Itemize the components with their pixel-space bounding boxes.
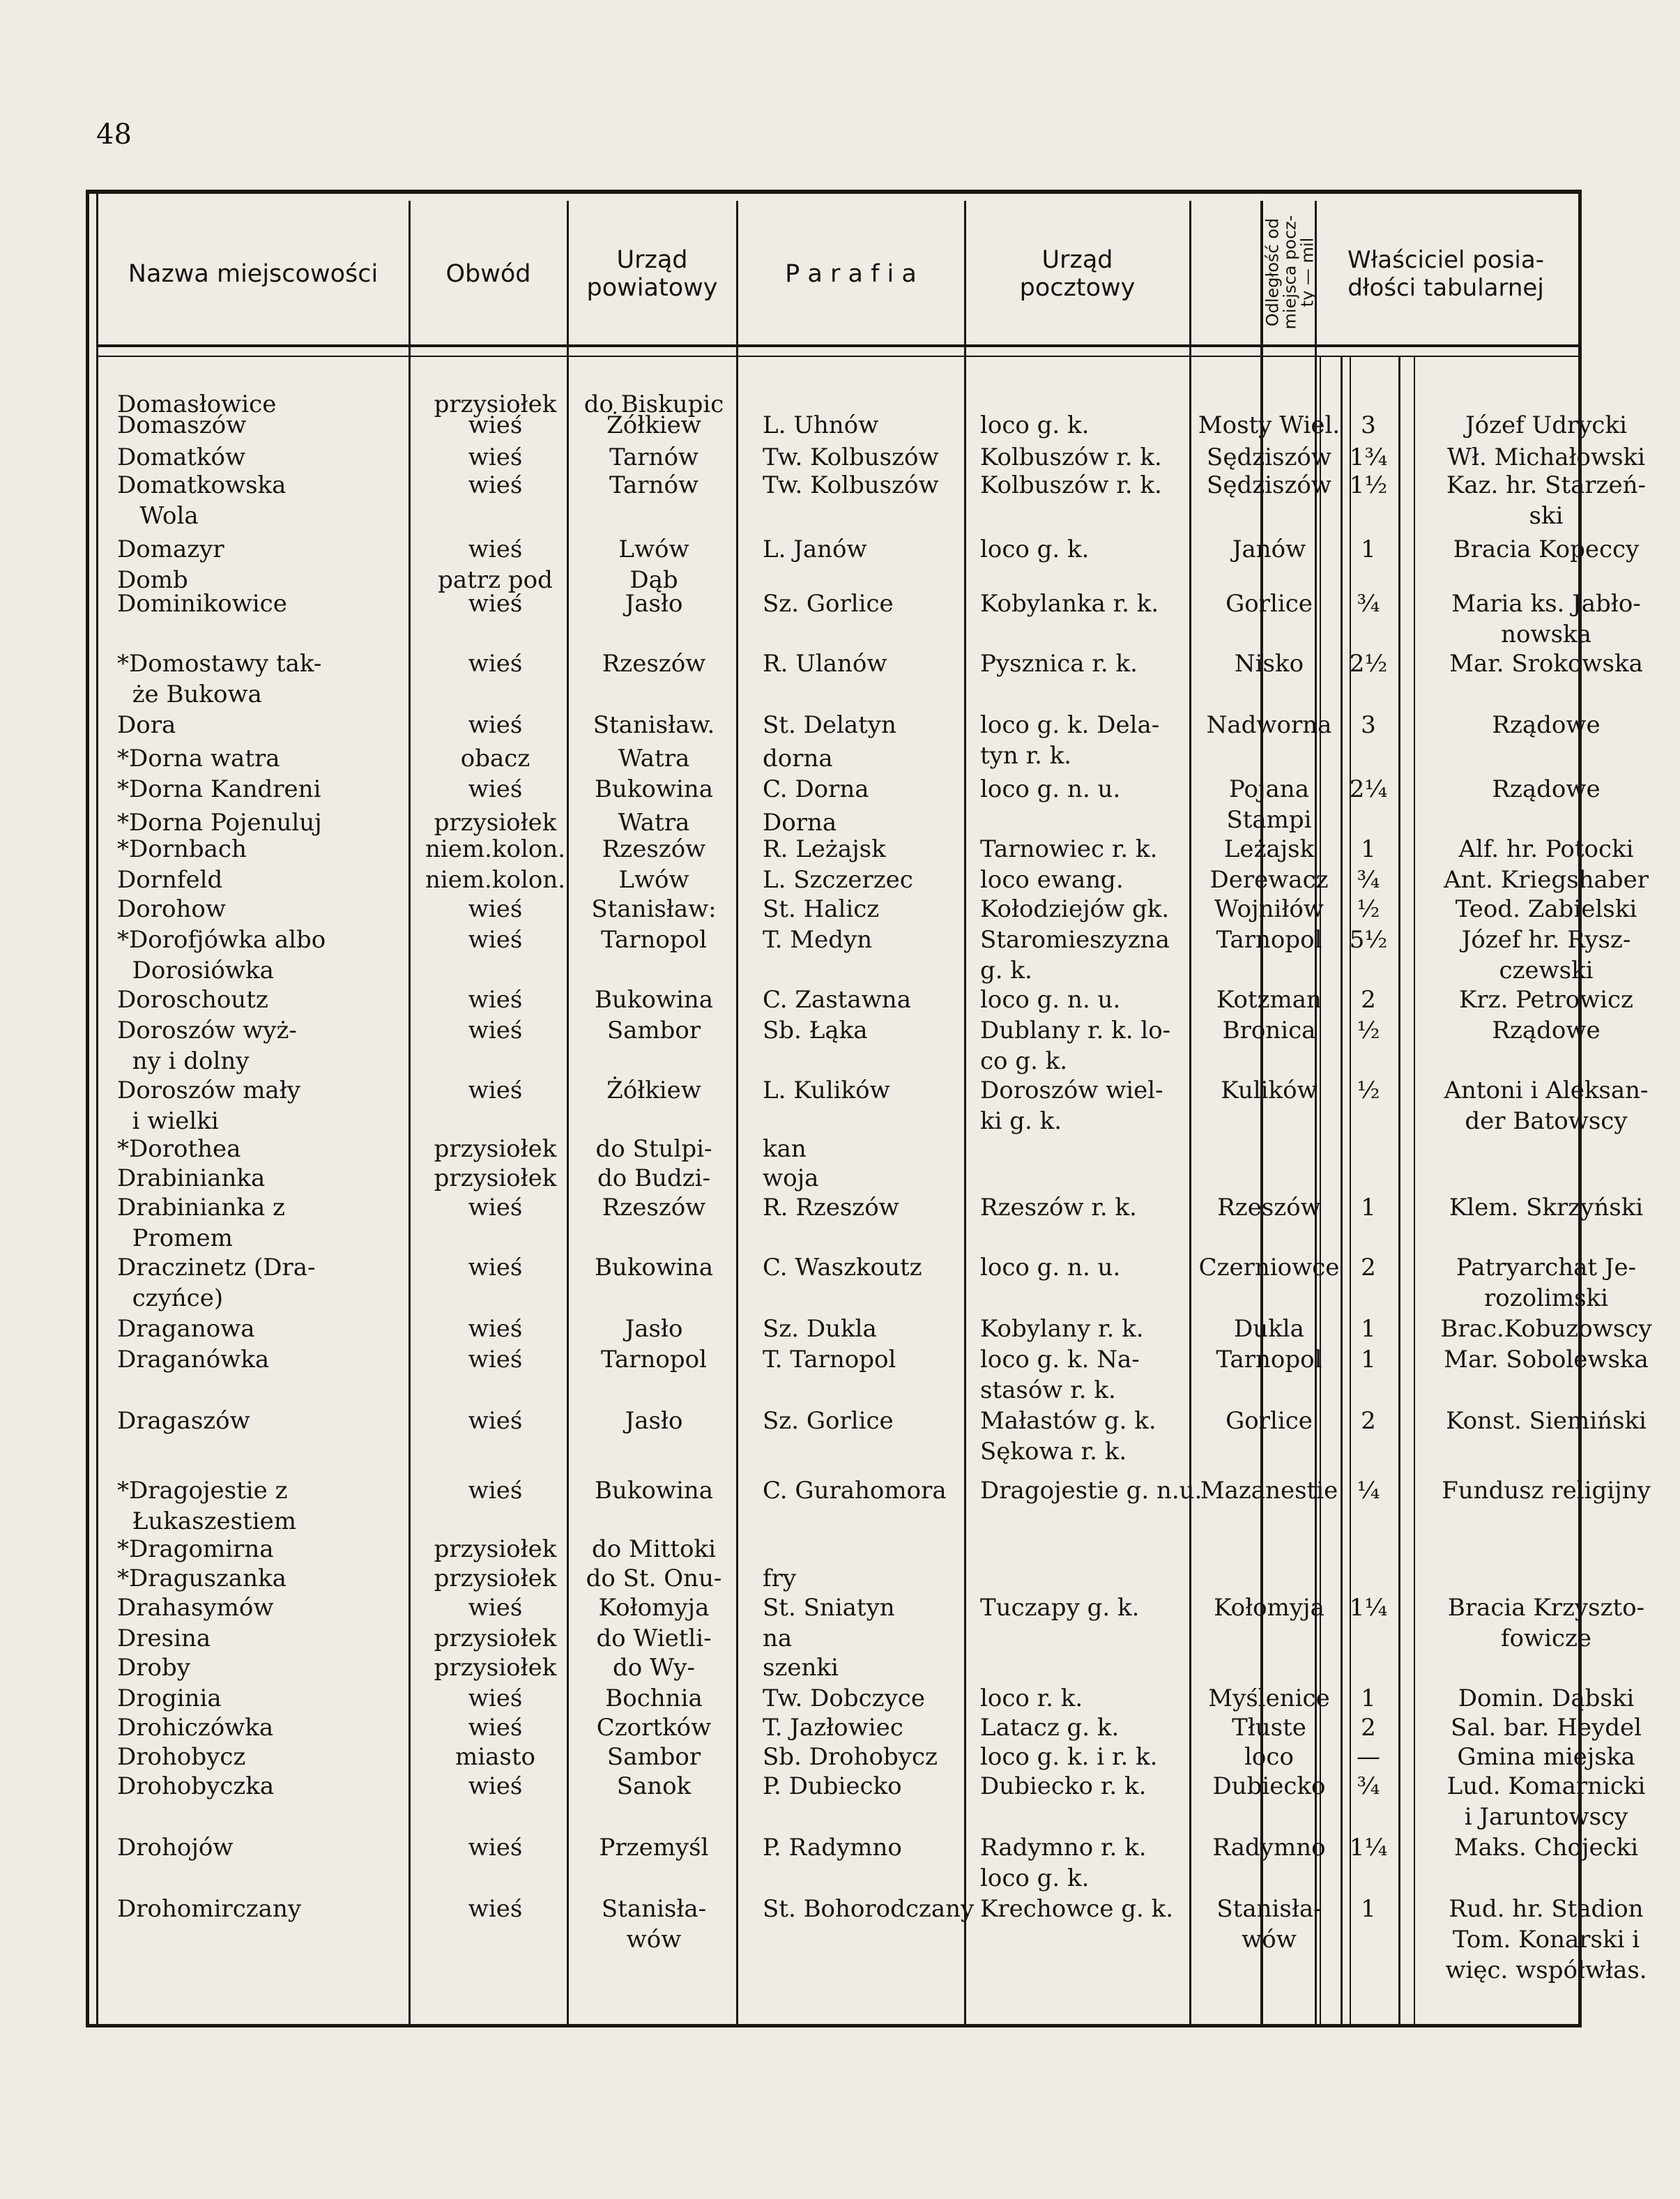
cell-owner: Lud. Komarnicki i Jaruntowscy <box>1446 1772 1646 1831</box>
cell-post-office: Kotzman <box>1216 986 1322 1014</box>
cell-post-office: Gorlice <box>1225 1407 1313 1435</box>
cell-type: wieś <box>468 1194 523 1222</box>
cell-name: Domatków <box>117 443 246 471</box>
gazetteer-table <box>86 190 1652 2027</box>
cell-distance: 1 <box>1361 1346 1376 1374</box>
cell-type: wieś <box>468 590 523 618</box>
cell-distance: 1 <box>1361 1315 1376 1343</box>
cell-county-office: T. Jazłowiec <box>763 1714 903 1742</box>
cell-post-office: Stanisła- wów <box>1216 1895 1322 1954</box>
cell-name: *Dorna watra <box>117 745 280 773</box>
cell-distance: 2¼ <box>1349 775 1388 803</box>
cell-county-office: Sb. Łąka <box>763 1017 868 1044</box>
cell-district: do Biskupic <box>583 390 724 418</box>
cell-type: wieś <box>468 650 523 678</box>
cell-distance: ½ <box>1357 1076 1380 1104</box>
cell-post-office: Derewacz <box>1209 866 1329 894</box>
cell-name: Dragaszów <box>117 1407 250 1435</box>
cell-district: Jasło <box>625 590 683 618</box>
cell-type: przysiołek <box>434 1654 557 1682</box>
cell-name: *Dorofjówka albo Dorosiówka <box>117 926 326 984</box>
cell-type: wieś <box>468 1684 523 1712</box>
cell-distance: 1¼ <box>1349 1834 1388 1862</box>
cell-type: przysiołek <box>434 1135 557 1163</box>
cell-type: wieś <box>468 711 523 739</box>
cell-type: patrz pod <box>438 566 553 594</box>
cell-distance: 2 <box>1361 1254 1376 1281</box>
cell-parish: Małastów g. k. Sękowa r. k. <box>980 1407 1156 1466</box>
cell-name: Drohojów <box>117 1834 234 1862</box>
cell-county-office: St. Delatyn <box>763 711 896 739</box>
cell-district: Kołomyja <box>598 1594 710 1622</box>
cell-county-office: C. Gurahomora <box>763 1477 947 1505</box>
cell-post-office: Sędziszów <box>1207 443 1331 471</box>
cell-parish: Kołodziejów gk. <box>980 895 1170 923</box>
cell-parish: loco ewang. <box>980 866 1124 894</box>
cell-distance: 2 <box>1361 1407 1376 1435</box>
cell-county-office: R. Leżajsk <box>763 835 886 863</box>
cell-type: wieś <box>468 926 523 954</box>
cell-post-office: Nisko <box>1234 650 1304 678</box>
cell-county-office: Sz. Gorlice <box>763 590 894 618</box>
cell-owner: Józef hr. Rysz- czewski <box>1461 926 1631 984</box>
cell-name: *Dorna Kandreni <box>117 775 321 803</box>
cell-post-office: Kołomyja <box>1214 1594 1324 1622</box>
cell-post-office: Radymno <box>1212 1834 1326 1862</box>
cell-type: przysiołek <box>434 1624 557 1652</box>
cell-type: wieś <box>468 895 523 923</box>
cell-name: Droby <box>117 1654 190 1682</box>
cell-type: wieś <box>468 1714 523 1742</box>
cell-name: Drohobyczka <box>117 1772 275 1800</box>
cell-owner: Domin. Dąbski <box>1458 1684 1635 1712</box>
cell-parish: Doroszów wiel- ki g. k. <box>980 1076 1163 1135</box>
cell-parish: Kolbuszów r. k. <box>980 443 1162 471</box>
cell-post-office: Nadworna <box>1206 711 1332 739</box>
cell-district: Przemyśl <box>599 1834 709 1862</box>
cell-district: Watra <box>618 745 690 773</box>
cell-type: przysiołek <box>434 390 557 418</box>
cell-parish: Krechowce g. k. <box>980 1895 1174 1923</box>
cell-name: Draganówka <box>117 1346 270 1374</box>
cell-owner: Fundusz religijny <box>1442 1477 1651 1505</box>
cell-county-office: C. Dorna <box>763 775 869 803</box>
cell-post-office: Bronica <box>1222 1017 1316 1044</box>
cell-post-office: loco <box>1244 1743 1294 1771</box>
cell-county-office: C. Zastawna <box>763 986 911 1014</box>
header-post-office: Urząd pocztowy <box>1019 246 1136 302</box>
cell-name: *Dragomirna <box>117 1535 274 1563</box>
cell-county-office: L. Szczerzec <box>763 866 913 894</box>
cell-type: miasto <box>455 1743 535 1771</box>
cell-district: Żółkiew <box>606 1076 701 1104</box>
cell-owner: Alf. hr. Potocki <box>1458 835 1634 863</box>
cell-distance: ½ <box>1357 1017 1380 1044</box>
cell-county-office: Sz. Dukla <box>763 1315 877 1343</box>
cell-owner: Brac.Kobuzowscy <box>1440 1315 1652 1343</box>
cell-name: Domaszów <box>117 411 247 439</box>
cell-type: niem.kolon. <box>425 835 566 863</box>
cell-post-office: Pojana Stampi <box>1226 775 1312 834</box>
cell-parish: loco g. k. <box>980 411 1090 439</box>
cell-county-office: dorna <box>763 745 833 773</box>
cell-distance: 5½ <box>1349 926 1388 954</box>
cell-county-office: Sb. Drohobycz <box>763 1743 938 1771</box>
cell-county-office: woja <box>763 1164 819 1192</box>
cell-name: Dorohow <box>117 895 226 923</box>
cell-parish: loco g. k. i r. k. <box>980 1743 1158 1771</box>
cell-distance: 1 <box>1361 835 1376 863</box>
cell-district: do Wietli- <box>596 1624 712 1652</box>
cell-county-office: C. Waszkoutz <box>763 1254 922 1281</box>
cell-owner: Gmina miejska <box>1457 1743 1635 1771</box>
cell-name: Drabinianka <box>117 1164 266 1192</box>
cell-type: wieś <box>468 775 523 803</box>
cell-district: do Budzi- <box>597 1164 710 1192</box>
cell-name: *Dorna Pojenuluj <box>117 809 322 837</box>
cell-post-office: Mazanestie <box>1200 1477 1338 1505</box>
cell-district: Tarnów <box>609 443 699 471</box>
cell-parish: loco g. n. u. <box>980 986 1121 1014</box>
cell-distance: ½ <box>1357 895 1380 923</box>
cell-distance: 3 <box>1361 711 1376 739</box>
cell-owner: Bracia Kopeccy <box>1453 535 1640 563</box>
cell-owner: Rządowe <box>1492 1017 1601 1044</box>
cell-type: wieś <box>468 1254 523 1281</box>
cell-name: Dora <box>117 711 176 739</box>
cell-distance: ¾ <box>1357 866 1380 894</box>
cell-distance: 1¾ <box>1349 443 1388 471</box>
cell-owner: Krz. Petrowicz <box>1459 986 1633 1014</box>
cell-owner: Mar. Srokowska <box>1449 650 1643 678</box>
cell-type: wieś <box>468 1834 523 1862</box>
cell-county-office: St. Halicz <box>763 895 880 923</box>
cell-name: Draganowa <box>117 1315 255 1343</box>
cell-post-office: Dubiecko <box>1212 1772 1326 1800</box>
cell-post-office: Myślenice <box>1208 1684 1330 1712</box>
cell-name: Domb <box>117 566 188 594</box>
cell-name: Dresina <box>117 1624 211 1652</box>
cell-county-office: R. Ulanów <box>763 650 887 678</box>
header-parish: P a r a f i a <box>785 260 917 288</box>
cell-type: wieś <box>468 1895 523 1923</box>
cell-owner: Maks. Chojecki <box>1453 1834 1639 1862</box>
cell-district: Bukowina <box>594 1254 714 1281</box>
cell-type: wieś <box>468 535 523 563</box>
cell-parish: Pysznica r. k. <box>980 650 1138 678</box>
cell-parish: loco g. k. <box>980 535 1090 563</box>
cell-district: do St. Onu- <box>586 1565 722 1592</box>
header-distance: Odległość od miejsca pocz- ty — mil <box>1262 215 1318 330</box>
cell-parish: Dublany r. k. lo- co g. k. <box>980 1017 1171 1075</box>
cell-owner: Konst. Siemiński <box>1446 1407 1647 1435</box>
cell-type: wieś <box>468 1315 523 1343</box>
cell-name: *Domostawy tak- że Bukowa <box>117 650 322 708</box>
cell-county-office: L. Janów <box>763 535 867 563</box>
cell-district: Czortków <box>596 1714 712 1742</box>
cell-name: Draczinetz (Dra- czyńce) <box>117 1254 316 1312</box>
cell-owner: Wł. Michałowski <box>1446 443 1645 471</box>
cell-name: Drahasymów <box>117 1594 274 1622</box>
cell-name: *Draguszanka <box>117 1565 287 1592</box>
cell-distance: 2½ <box>1349 650 1388 678</box>
cell-county-office: T. Tarnopol <box>763 1346 896 1374</box>
cell-parish: loco g. k. Dela- tyn r. k. <box>980 711 1160 770</box>
header-name: Nazwa miejscowości <box>128 260 379 288</box>
cell-district: do Mittoki <box>591 1535 716 1563</box>
cell-district: Stanisław. <box>593 711 715 739</box>
cell-district: Bukowina <box>594 775 714 803</box>
cell-district: Bochnia <box>605 1684 703 1712</box>
cell-post-office: Wojniłów <box>1214 895 1324 923</box>
cell-name: Droginia <box>117 1684 222 1712</box>
cell-name: *Dornbach <box>117 835 247 863</box>
cell-distance: 3 <box>1361 411 1376 439</box>
cell-distance: — <box>1357 1743 1380 1771</box>
cell-county-office: szenki <box>763 1654 839 1682</box>
cell-parish: Dubiecko r. k. <box>980 1772 1147 1800</box>
cell-type: obacz <box>460 745 530 773</box>
cell-distance: ¼ <box>1357 1477 1380 1505</box>
cell-county-office: P. Radymno <box>763 1834 902 1862</box>
cell-post-office: Kulików <box>1221 1076 1318 1104</box>
cell-name: Domasłowice <box>117 390 277 418</box>
cell-parish: Tarnowiec r. k. <box>980 835 1158 863</box>
page-number: 48 <box>96 119 132 151</box>
cell-district: Bukowina <box>594 986 714 1014</box>
cell-parish: Latacz g. k. <box>980 1714 1120 1742</box>
cell-parish: Dragojestie g. n.u. <box>980 1477 1202 1505</box>
cell-type: wieś <box>468 1477 523 1505</box>
cell-distance: 2 <box>1361 986 1376 1014</box>
cell-distance: 1 <box>1361 1684 1376 1712</box>
cell-parish: Staromieszyzna g. k. <box>980 926 1170 984</box>
cell-post-office: Rzeszów <box>1217 1194 1321 1222</box>
cell-owner: Rządowe <box>1492 711 1601 739</box>
cell-county-office: Tw. Dobczyce <box>763 1684 925 1712</box>
cell-county-office: Tw. Kolbuszów <box>763 443 939 471</box>
cell-district: Tarnopol <box>600 926 708 954</box>
cell-county-office: fry <box>763 1565 797 1592</box>
cell-owner: Józef Udrycki <box>1465 411 1627 439</box>
cell-type: wieś <box>468 1407 523 1435</box>
cell-parish: Kobylany r. k. <box>980 1315 1144 1343</box>
cell-name: Domazyr <box>117 535 224 563</box>
cell-name: Drohomirczany <box>117 1895 302 1923</box>
cell-district: Rzeszów <box>602 1194 706 1222</box>
cell-post-office: Sędziszów <box>1207 471 1331 499</box>
cell-post-office: Dukla <box>1234 1315 1304 1343</box>
cell-type: wieś <box>468 1017 523 1044</box>
cell-name: Doroszów wyż- ny i dolny <box>117 1017 297 1075</box>
cell-type: przysiołek <box>434 1164 557 1192</box>
cell-parish: loco g. k. Na- stasów r. k. <box>980 1346 1140 1404</box>
cell-type: wieś <box>468 986 523 1014</box>
cell-type: wieś <box>468 443 523 471</box>
cell-county-office: Sz. Gorlice <box>763 1407 894 1435</box>
cell-distance: 2 <box>1361 1714 1376 1742</box>
cell-type: przysiołek <box>434 809 557 837</box>
cell-county-office: Tw. Kolbuszów <box>763 471 939 499</box>
cell-type: wieś <box>468 1594 523 1622</box>
cell-district: do Stulpi- <box>595 1135 712 1163</box>
cell-district: Tarnopol <box>600 1346 708 1374</box>
cell-county-office: P. Dubiecko <box>763 1772 902 1800</box>
cell-distance: 1 <box>1361 1895 1376 1923</box>
cell-type: wieś <box>468 1076 523 1104</box>
cell-district: Lwów <box>618 866 689 894</box>
cell-distance: ¾ <box>1357 1772 1380 1800</box>
cell-type: wieś <box>468 1346 523 1374</box>
cell-district: Stanisław: <box>591 895 717 923</box>
cell-county-office: L. Uhnów <box>763 411 879 439</box>
cell-parish: Tuczapy g. k. <box>980 1594 1140 1622</box>
cell-parish: loco g. n. u. <box>980 1254 1121 1281</box>
cell-name: Dornfeld <box>117 866 223 894</box>
cell-name: Domatkowska Wola <box>117 471 287 530</box>
cell-owner: Antoni i Aleksan- der Batowscy <box>1444 1076 1649 1135</box>
cell-owner: Maria ks. Jabło- nowska <box>1451 590 1641 648</box>
cell-district: Bukowina <box>594 1477 714 1505</box>
cell-parish: loco g. n. u. <box>980 775 1121 803</box>
cell-post-office: Tarnopol <box>1216 1346 1322 1374</box>
cell-owner: Teod. Zabielski <box>1455 895 1637 923</box>
cell-type: wieś <box>468 471 523 499</box>
cell-owner: Sal. bar. Heydel <box>1451 1714 1642 1742</box>
cell-distance: ¾ <box>1357 590 1380 618</box>
cell-owner: Klem. Skrzyński <box>1449 1194 1644 1222</box>
cell-post-office: Tłuste <box>1232 1714 1306 1742</box>
cell-parish: loco r. k. <box>980 1684 1083 1712</box>
cell-post-office: Tarnopol <box>1216 926 1322 954</box>
table-body <box>89 194 1652 2024</box>
cell-type: wieś <box>468 1772 523 1800</box>
cell-district: Watra <box>618 809 690 837</box>
cell-county-office: kan <box>763 1135 807 1163</box>
cell-post-office: Leżajsk <box>1223 835 1315 863</box>
cell-name: Drohobycz <box>117 1743 246 1771</box>
cell-distance: 1½ <box>1349 471 1388 499</box>
cell-district: Sambor <box>606 1017 701 1044</box>
cell-parish: Radymno r. k. loco g. k. <box>980 1834 1147 1892</box>
cell-name: Dominikowice <box>117 590 287 618</box>
cell-district: Tarnów <box>609 471 699 499</box>
cell-owner: Mar. Sobolewska <box>1444 1346 1649 1374</box>
cell-district: Sambor <box>606 1743 701 1771</box>
cell-county-office: St. Bohorodczany <box>763 1895 975 1923</box>
header-owner: Właściciel posia- dłości tabularnej <box>1347 246 1544 302</box>
header-district: Obwód <box>445 260 531 288</box>
cell-parish: Kobylanka r. k. <box>980 590 1159 618</box>
cell-district: Jasło <box>625 1315 683 1343</box>
cell-name: *Dragojestie z Łukaszestiem <box>117 1477 296 1535</box>
cell-district: Jasło <box>625 1407 683 1435</box>
cell-distance: 1 <box>1361 1194 1376 1222</box>
cell-district: Żółkiew <box>606 411 701 439</box>
cell-post-office: Czerniowce <box>1198 1254 1340 1281</box>
cell-name: Doroszów mały i wielki <box>117 1076 300 1135</box>
cell-county-office: L. Kulików <box>763 1076 890 1104</box>
cell-district: Rzeszów <box>602 650 706 678</box>
cell-distance: 1 <box>1361 535 1376 563</box>
cell-owner: Patryarchat Je- rozolimski <box>1456 1254 1637 1312</box>
cell-type: przysiołek <box>434 1535 557 1563</box>
cell-county-office: R. Rzeszów <box>763 1194 899 1222</box>
cell-name: Doroschoutz <box>117 986 268 1014</box>
header-county-office: Urząd powiatowy <box>586 246 718 302</box>
cell-parish: Kolbuszów r. k. <box>980 471 1162 499</box>
cell-district: Stanisła- wów <box>601 1895 707 1954</box>
cell-county-office: Dorna <box>763 809 837 837</box>
cell-county-office: na <box>763 1624 793 1652</box>
cell-distance: 1¼ <box>1349 1594 1388 1622</box>
cell-name: Drohiczówka <box>117 1714 274 1742</box>
cell-owner: Rud. hr. Stadion Tom. Konarski i więc. współwłas. <box>1445 1895 1647 1984</box>
cell-county-office: T. Medyn <box>763 926 873 954</box>
cell-owner: Rządowe <box>1492 775 1601 803</box>
cell-district: Lwów <box>618 535 689 563</box>
cell-owner: Ant. Kriegshaber <box>1444 866 1649 894</box>
cell-county-office: St. Sniatyn <box>763 1594 895 1622</box>
cell-name: Drabinianka z Promem <box>117 1194 285 1252</box>
cell-type: niem.kolon. <box>425 866 566 894</box>
cell-name: *Dorothea <box>117 1135 241 1163</box>
cell-type: wieś <box>468 411 523 439</box>
cell-post-office: Mosty Wiel. <box>1198 411 1341 439</box>
cell-post-office: Gorlice <box>1225 590 1313 618</box>
cell-owner: Kaz. hr. Starzeń- ski <box>1446 471 1647 530</box>
cell-parish: Rzeszów r. k. <box>980 1194 1137 1222</box>
cell-post-office: Janów <box>1232 535 1306 563</box>
cell-district: do Wy- <box>613 1654 695 1682</box>
cell-district: Rzeszów <box>602 835 706 863</box>
cell-type: przysiołek <box>434 1565 557 1592</box>
cell-district: Sanok <box>616 1772 692 1800</box>
cell-district: Dąb <box>629 566 678 594</box>
cell-owner: Bracia Krzyszto- fowicze <box>1447 1594 1645 1652</box>
